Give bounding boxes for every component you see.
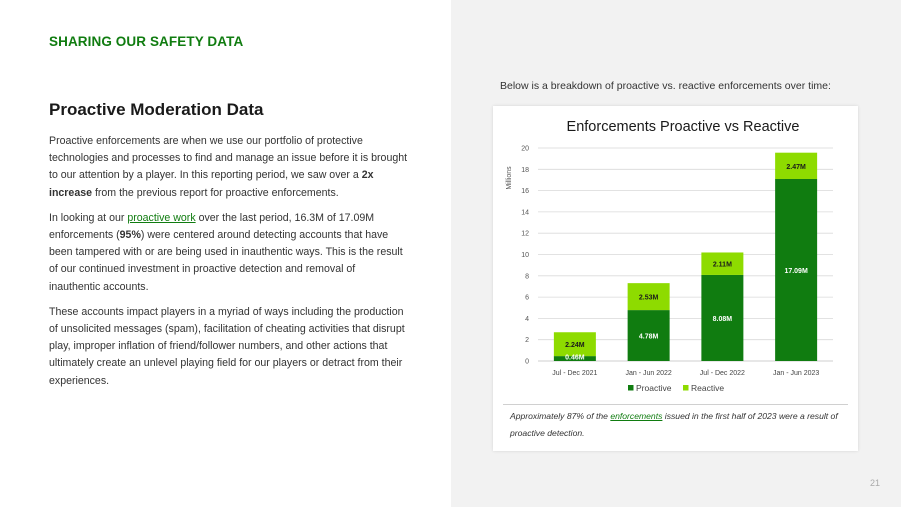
data-label-reactive: 2.24M (565, 342, 585, 350)
x-tick-label: Jan - Jun 2023 (772, 370, 820, 377)
data-label-proactive: 0.46M (565, 354, 585, 362)
caption-divider (503, 404, 848, 405)
body-text (49, 133, 409, 398)
enforcements-chart (493, 106, 858, 401)
enforcements-link[interactable]: enforcements (610, 411, 663, 421)
page-title: Proactive Moderation Data (49, 100, 264, 119)
chart-bars (554, 153, 817, 362)
paragraph-2 (49, 210, 409, 296)
page-number: 21 (870, 478, 881, 488)
p1-text-b: from the previous report for proactive enforcements. (92, 186, 339, 199)
y-tick-label: 4 (525, 315, 529, 323)
y-tick-label: 2 (525, 337, 529, 345)
data-label-reactive: 2.53M (638, 294, 659, 302)
p2-text-c: ) were centered around detecting accounts that have been tampered with or are being used in inauthentic ways. This is the result of our continued investment in proactive detection and removal of inauthentic accounts. (49, 229, 403, 293)
data-label-reactive: 2.47M (786, 163, 806, 171)
p2-bold: 95% (119, 229, 141, 242)
caption-text-a: Approximately 87% of the (510, 411, 611, 421)
x-tick-label: Jul - Dec 2022 (699, 370, 745, 377)
p1-bold: 2x increase (49, 169, 374, 199)
section-tag: SHARING OUR SAFETY DATA (49, 34, 244, 49)
chart-y-axis-label: Millions (506, 166, 513, 190)
chart-y-ticks (521, 146, 529, 366)
legend-label: Proactive (636, 383, 672, 393)
y-tick-label: 10 (521, 252, 529, 259)
data-label-proactive: 17.09M (784, 267, 808, 275)
p1-text-a: Proactive enforcements are when we use our portfolio of protective technologies and processes to find and manage an issue before it is brought to our attention by a player. In this reporting period, we saw over a (49, 135, 408, 182)
p2-text-b: over the last period, 16.3M of 17.09M enforcements ( (49, 211, 375, 242)
paragraph-1 (49, 133, 409, 202)
chart-intro: Below is a breakdown of proactive vs. reactive enforcements over time: (500, 80, 831, 92)
data-label-proactive: 4.78M (638, 333, 659, 341)
y-tick-label: 8 (525, 273, 529, 281)
y-tick-label: 6 (525, 294, 529, 302)
chart-card (493, 106, 858, 451)
y-tick-label: 12 (521, 230, 529, 238)
chart-caption (510, 408, 840, 442)
chart-legend (628, 383, 724, 393)
data-label-proactive: 8.08M (712, 315, 733, 323)
legend-label: Reactive (691, 383, 725, 393)
caption-text-b: issued in the first half of 2023 were a result of proactive detection. (510, 411, 838, 438)
y-tick-label: 20 (521, 145, 529, 153)
x-tick-label: Jan - Jun 2022 (625, 370, 672, 377)
legend-swatch (683, 385, 689, 391)
legend-swatch (628, 385, 634, 391)
y-tick-label: 0 (525, 358, 529, 366)
data-label-reactive: 2.11M (712, 261, 732, 269)
y-tick-label: 16 (521, 188, 529, 196)
y-tick-label: 18 (521, 166, 529, 174)
x-tick-label: Jul - Dec 2021 (552, 370, 598, 377)
proactive-work-link[interactable]: proactive work (127, 211, 196, 224)
chart-title: Enforcements Proactive vs Reactive (566, 119, 800, 135)
paragraph-3: These accounts impact players in a myriad of ways including the production of unsolicited messages (spam), facilitation of cheating activities that disrupt play, improper inflation of friend/follower numbers, and other actions that ultimately create an unlevel playing field for our players or detract from their experiences. (49, 305, 405, 387)
y-tick-label: 14 (521, 209, 529, 217)
p2-text-a: In looking at our (49, 211, 128, 224)
chart-x-ticks (552, 370, 819, 377)
